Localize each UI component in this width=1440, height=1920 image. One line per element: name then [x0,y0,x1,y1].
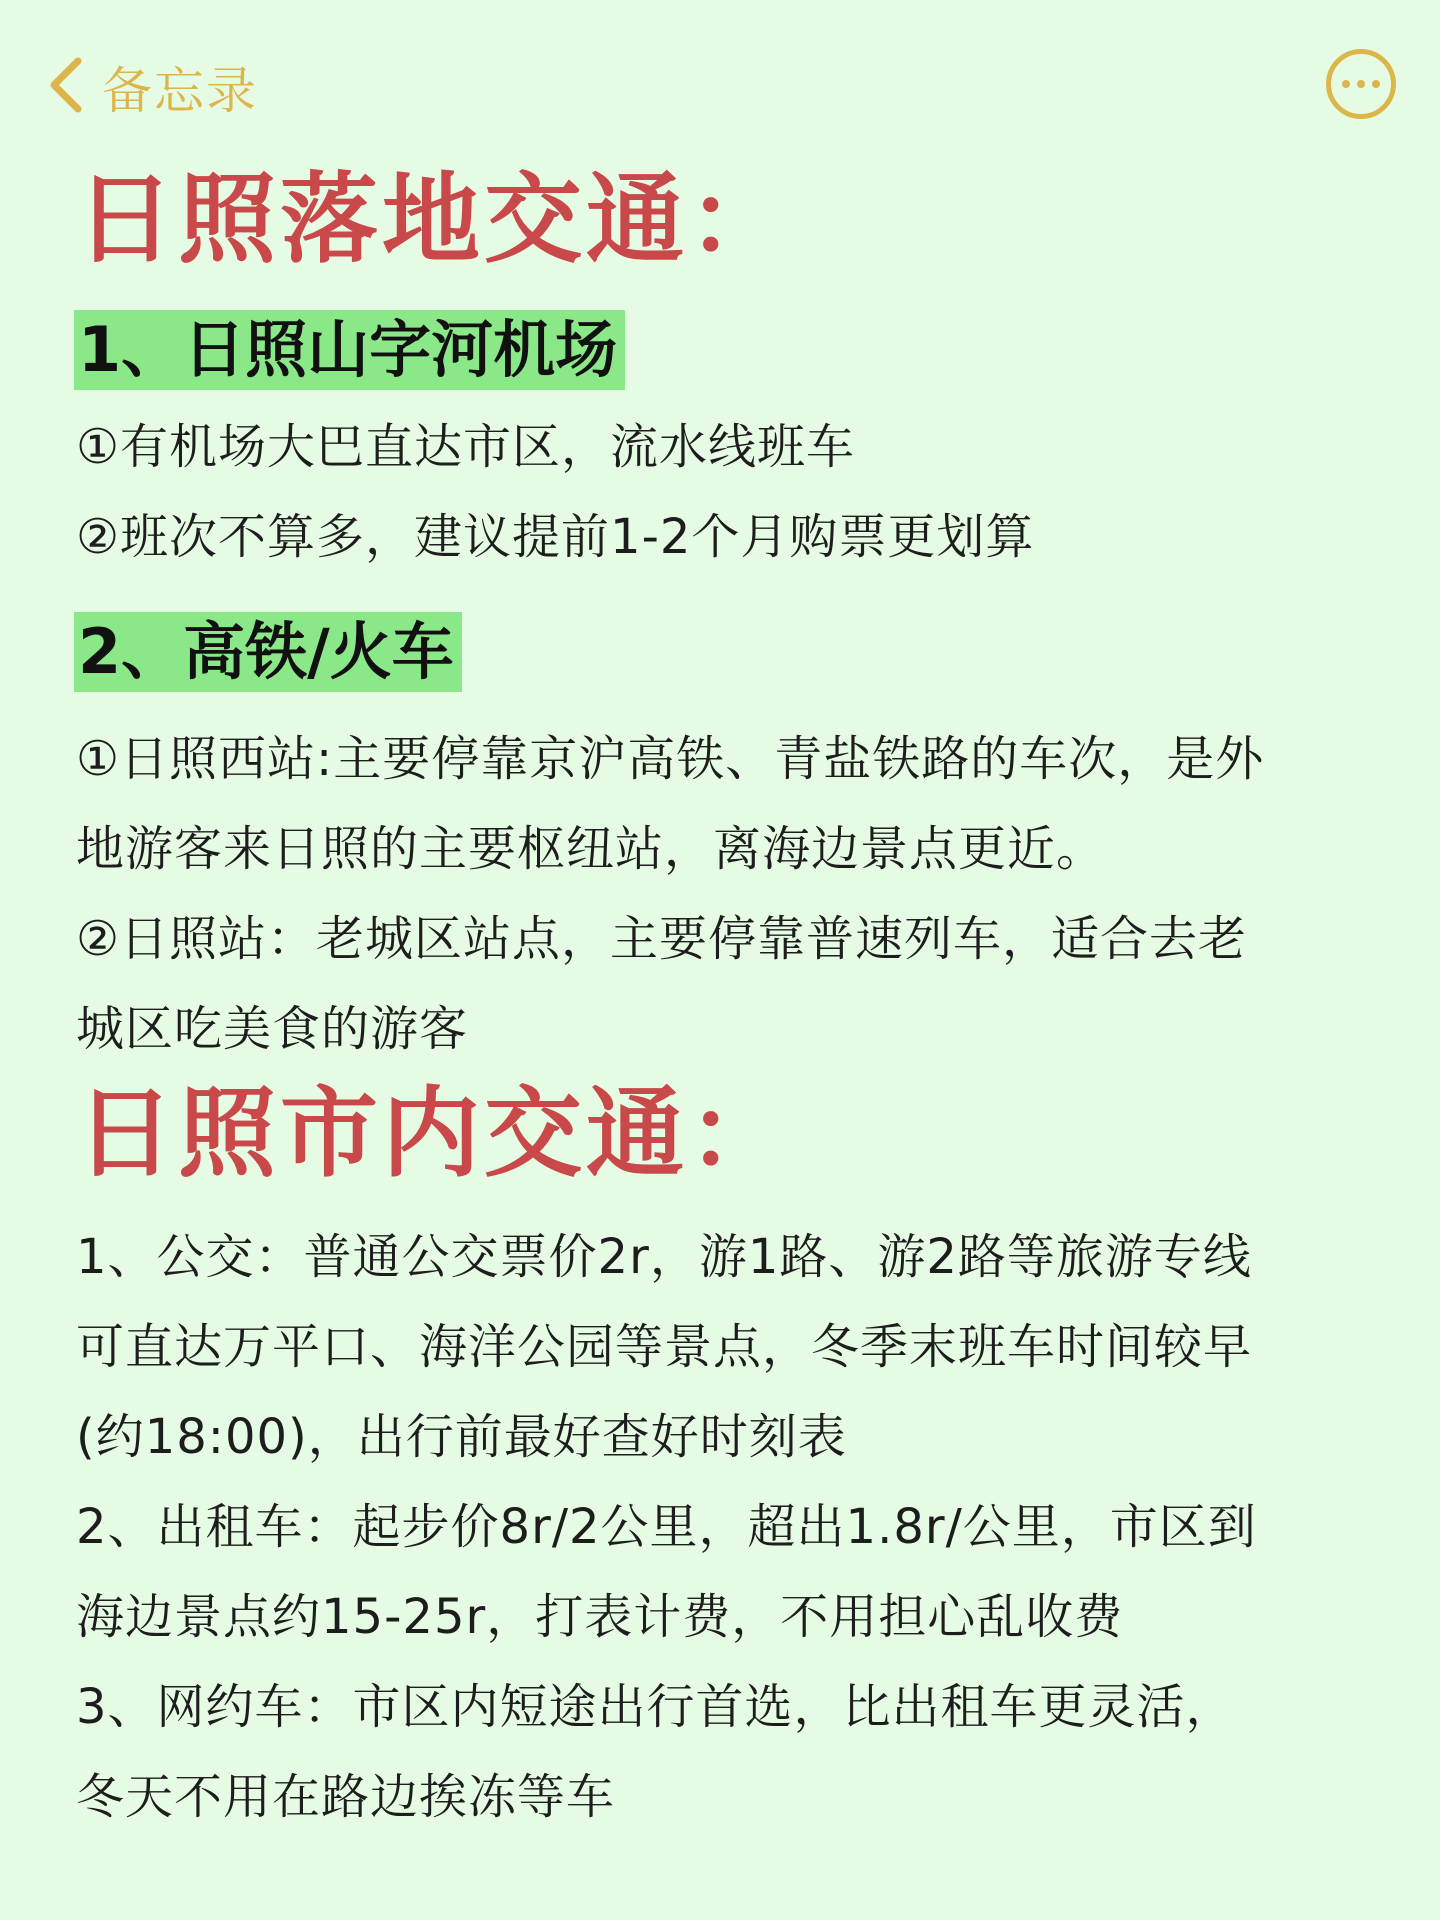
text-line: 海边景点约15-25r，打表计费，不用担心乱收费 [76,1589,1124,1645]
back-button[interactable] [44,52,258,122]
back-label: 备忘录 [102,62,258,120]
text-line: ①日照西站:主要停靠京沪高铁、青盐铁路的车次，是外 [76,731,1265,787]
text-line: ②班次不算多，建议提前1-2个月购票更划算 [76,509,1035,565]
text-line: 城区吃美食的游客 [76,1001,469,1057]
text-line: 地游客来日照的主要枢纽站，离海边景点更近。 [76,821,1106,877]
subheading-rail: 2、高铁/火车 [74,612,462,692]
text-line: ②日照站：老城区站点，主要停靠普速列车，适合去老 [76,911,1248,967]
note-content [76,160,1376,1842]
text-line: 2、出租车：起步价8r/2公里，超出1.8r/公里，市区到 [76,1499,1257,1555]
section-title-arrival: 日照落地交通： [76,163,791,277]
subheading-airport: 1、日照山字河机场 [74,310,625,390]
chevron-left-icon [44,55,88,119]
top-bar [0,0,1440,170]
text-line: 冬天不用在路边挨冻等车 [76,1769,616,1825]
more-button[interactable] [1326,49,1396,119]
text-line: 3、网约车：市区内短途出行首选，比出租车更灵活， [76,1679,1235,1735]
text-line: 可直达万平口、海洋公园等景点，冬季末班车时间较早 [76,1319,1253,1375]
more-horizontal-icon [1342,80,1380,88]
section-title-city: 日照市内交通： [76,1077,791,1191]
text-line: 1、公交：普通公交票价2r，游1路、游2路等旅游专线 [76,1229,1252,1285]
text-line: (约18:00)，出行前最好查好时刻表 [76,1409,847,1465]
text-line: ①有机场大巴直达市区，流水线班车 [76,419,856,475]
